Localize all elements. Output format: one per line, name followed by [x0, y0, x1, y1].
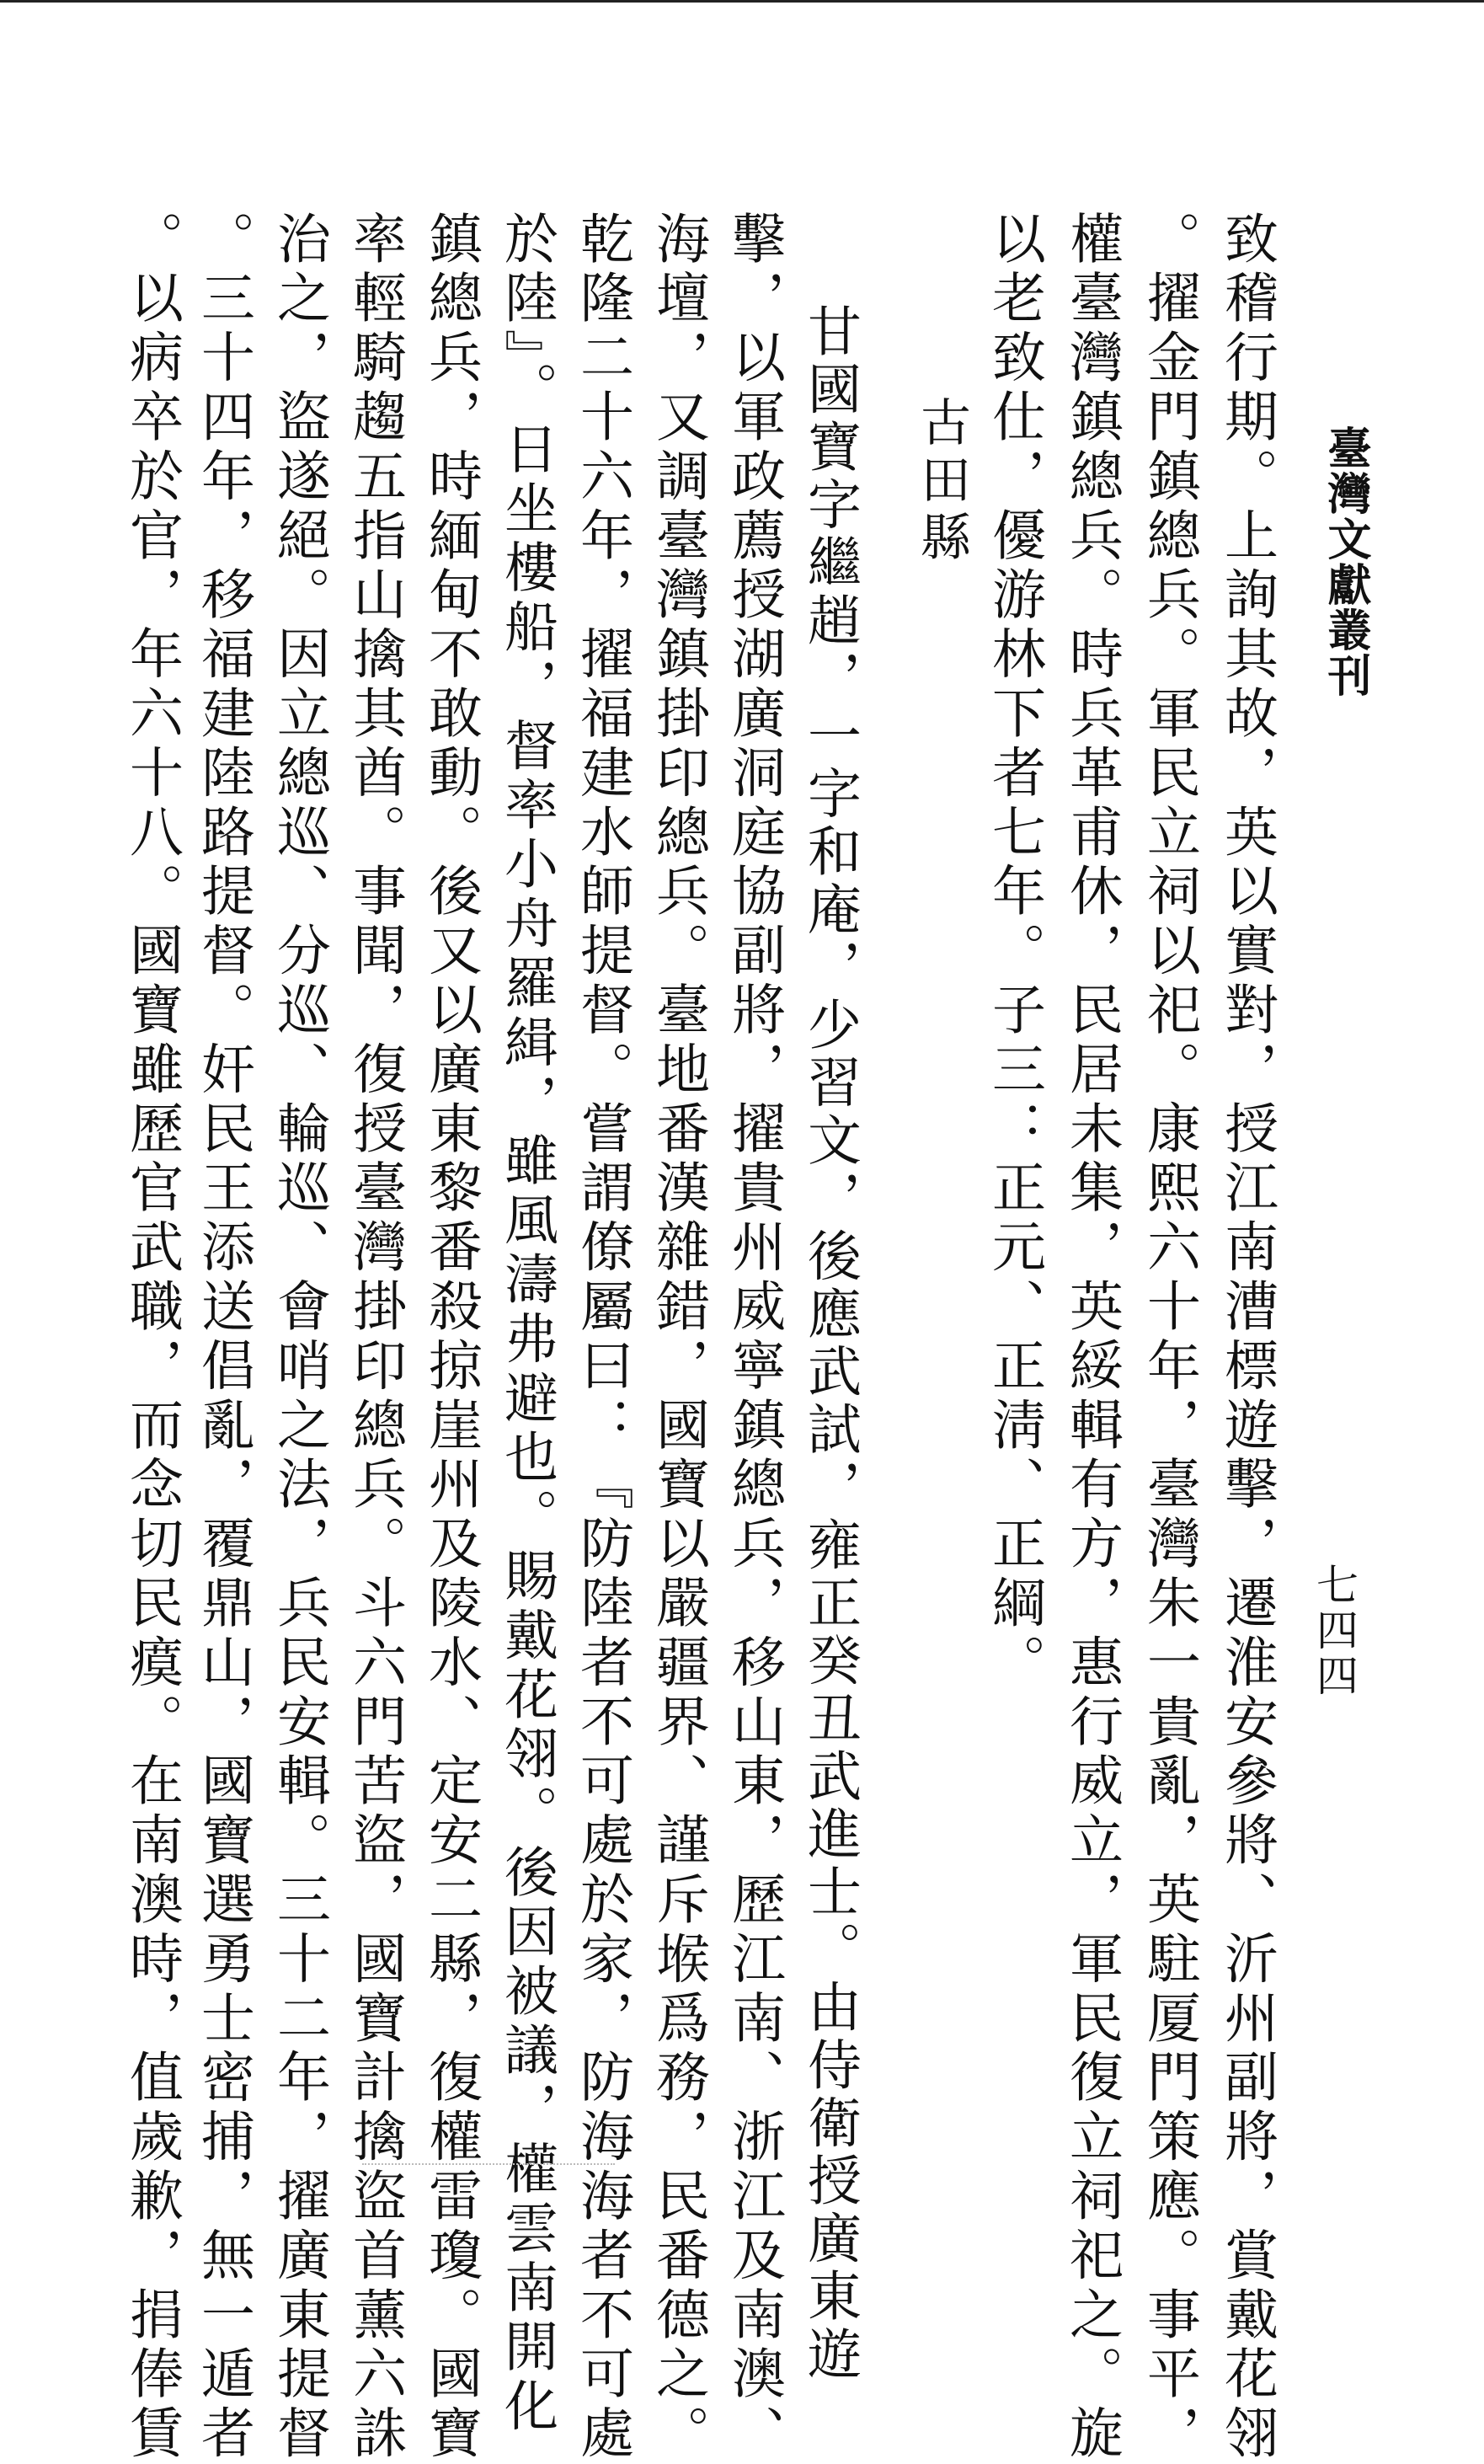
text-column-5: 甘國寶字繼趙，一字和庵，少習文，後應武試，雍正癸丑武進士。由侍衛授廣東遊: [798, 303, 861, 2384]
text-column-7: 海壇，又調臺灣鎮掛印總兵。臺地番漢雜錯，國寶以嚴疆界、謹斥堠爲務，民番德之。: [647, 211, 709, 2464]
section-heading: 古田縣: [912, 396, 971, 568]
text-column-2: 。擢金門鎮總兵。軍民立祠以祀。康熙六十年，臺灣朱一貴亂，英駐厦門策應。事平，: [1138, 211, 1200, 2464]
scan-artifact-mark: [362, 2163, 615, 2170]
text-column-9: 於陸』。日坐樓船，督率小舟羅緝，雖風濤弗避也。賜戴花翎。後因被議，權雲南開化: [495, 211, 558, 2438]
page-number: 七四四: [1310, 1563, 1359, 1699]
text-column-8: 乾隆二十六年，擢福建水師提督。嘗謂僚屬曰：『防陸者不可處於家，防海海者不可處: [571, 211, 633, 2464]
text-column-6: 擊，以軍政薦授湖廣洞庭協副將，擢貴州威寧鎮總兵，移山東，歷江南、浙江及南澳、: [723, 211, 785, 2464]
text-column-1: 致稽行期。上詢其故，英以實對，授江南漕標遊擊，遷淮安參將、沂州副將，賞戴花翎: [1215, 211, 1278, 2464]
running-title: 臺灣文獻叢刊: [1320, 425, 1371, 698]
text-column-4: 以老致仕，優游林下者七年。子三：正元、正淸、正綱。: [983, 211, 1045, 1693]
text-column-11: 率輕騎趨五指山擒其酋。事聞，復授臺灣掛印總兵。斗六門苦盜，國寶計擒盜首薰六誅: [344, 211, 406, 2464]
top-border-rule: [0, 0, 1484, 3]
text-column-3: 權臺灣鎮總兵。時兵革甫休，民居未集，英綏輯有方，惠行威立，軍民復立祠祀之。旋: [1060, 211, 1123, 2464]
text-column-10: 鎮總兵，時緬甸不敢動。後又以廣東黎番殺掠崖州及陵水、定安二縣，復權雷瓊。國寶: [419, 211, 482, 2464]
text-column-13: 。三十四年，移福建陸路提督。奸民王添送倡亂，覆鼎山，國寶選勇士密捕，無一遁者: [192, 211, 254, 2464]
text-column-12: 治之，盜遂絕。因立總巡、分巡、輪巡、會哨之法，兵民安輯。三十二年，擢廣東提督: [268, 211, 330, 2464]
text-column-14: 。以病卒於官，年六十八。國寶雖歷官武職，而念切民瘼。在南澳時，值歲歉，捐俸賃: [120, 211, 183, 2464]
